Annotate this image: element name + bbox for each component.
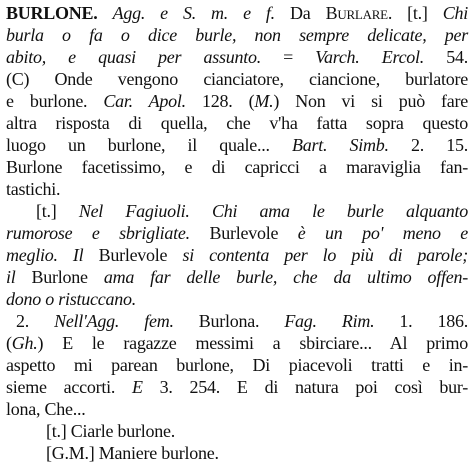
text-run: altra risposta di quella, che v'ha fatta sopra questo [6, 113, 468, 133]
text-run: dono o ristuccano. [6, 289, 136, 309]
text-run: è un po' meno e [297, 223, 468, 243]
entry-line-9 [6, 178, 60, 200]
entry-line-18 [6, 376, 468, 398]
text-run: E [132, 377, 143, 397]
text-run: ( [6, 333, 12, 353]
entry-line-3 [6, 46, 468, 68]
entry-line-19 [6, 398, 86, 420]
entry-line-10 [36, 200, 468, 222]
text-run: il [6, 267, 16, 287]
text-run: Bart. Simb. [291, 135, 389, 155]
text-run: Burlone facetissimo, e di capricci a maraviglia fan- [6, 157, 468, 177]
text-run: = [260, 47, 316, 67]
text-run: Nel Fagiuoli. Chi ama le burle alquanto [78, 201, 468, 221]
text-run: Agg. e S. m. e f. [112, 3, 275, 23]
entry-line-7 [6, 134, 468, 156]
text-run: 54. [424, 47, 468, 67]
text-run: Chi [442, 3, 468, 23]
entry-line-11 [6, 222, 468, 244]
text-run: luogo un burlone, il quale... [6, 135, 292, 155]
text-run: 1. 186. [374, 311, 468, 331]
entry-line-1 [6, 2, 468, 24]
text-run: M. [254, 91, 274, 111]
text-run: [t.] Ciarle burlone. [46, 421, 175, 441]
text-run: sieme accorti. [6, 377, 132, 397]
text-run: e burlone. [6, 91, 104, 111]
headword: BURLONE. [6, 3, 98, 23]
text-run: 2. [16, 311, 55, 331]
entry-line-20 [46, 420, 175, 442]
text-run: 128. ( [185, 91, 255, 111]
entry-line-13 [6, 266, 468, 288]
text-run: Gh. [11, 333, 38, 353]
entry-line-6 [6, 112, 468, 134]
entry-line-5 [6, 90, 468, 112]
entry-line-21 [46, 442, 219, 464]
text-run: 2. 15. [388, 135, 469, 155]
text-run: Burlevole [83, 245, 183, 265]
text-run: Burlona. [173, 311, 285, 331]
text-run: abito, e quasi per assunto. [6, 47, 261, 67]
entry-line-14 [6, 288, 136, 310]
text-run: aspetto mi parean burlone, Di piacevoli tratti e in- [6, 355, 468, 375]
text-run: Burlone [15, 267, 104, 287]
entry-line-15 [16, 310, 468, 332]
text-run: burla o fa o dice burle, non sempre delicate, per [6, 25, 468, 45]
text-run: tastichi. [6, 179, 61, 199]
text-run: [t.] [36, 201, 79, 221]
text-run: 3. 254. E di natura poi così bur- [142, 377, 469, 397]
entry-line-16 [6, 332, 468, 354]
text-run: Da [274, 3, 326, 23]
text-run: meglio. Il [6, 245, 84, 265]
entry-line-12 [6, 244, 468, 266]
text-run: Nell'Agg. fem. [54, 311, 174, 331]
text-run: Varch. Ercol. [315, 47, 425, 67]
line-text [113, 3, 468, 23]
text-run: . [t.] [387, 3, 443, 23]
text-run: ) E le ragazze messimi a sbirciare... Al primo [37, 333, 468, 353]
text-run: [G.M.] Maniere burlone. [46, 443, 219, 463]
text-run: si contenta per lo più di parole; [182, 245, 468, 265]
text-run: rumorose e sbrigliate. [6, 223, 190, 243]
text-run: lona, Che... [6, 399, 86, 419]
entry-line-17 [6, 354, 468, 376]
text-run: Fag. Rim. [284, 311, 375, 331]
entry-line-2 [6, 24, 468, 46]
text-run: ) Non vi si può fare [273, 91, 469, 111]
entry-line-8 [6, 156, 468, 178]
text-run: (C) Onde vengono cianciatore, ciancione, burlatore [6, 69, 468, 89]
entry-line-4 [6, 68, 468, 90]
text-run: Burlevole [189, 223, 298, 243]
text-run: ama far delle burle, che da ultimo offen- [103, 267, 468, 287]
text-run: Burlare [325, 3, 388, 23]
text-run: Car. Apol. [103, 91, 186, 111]
